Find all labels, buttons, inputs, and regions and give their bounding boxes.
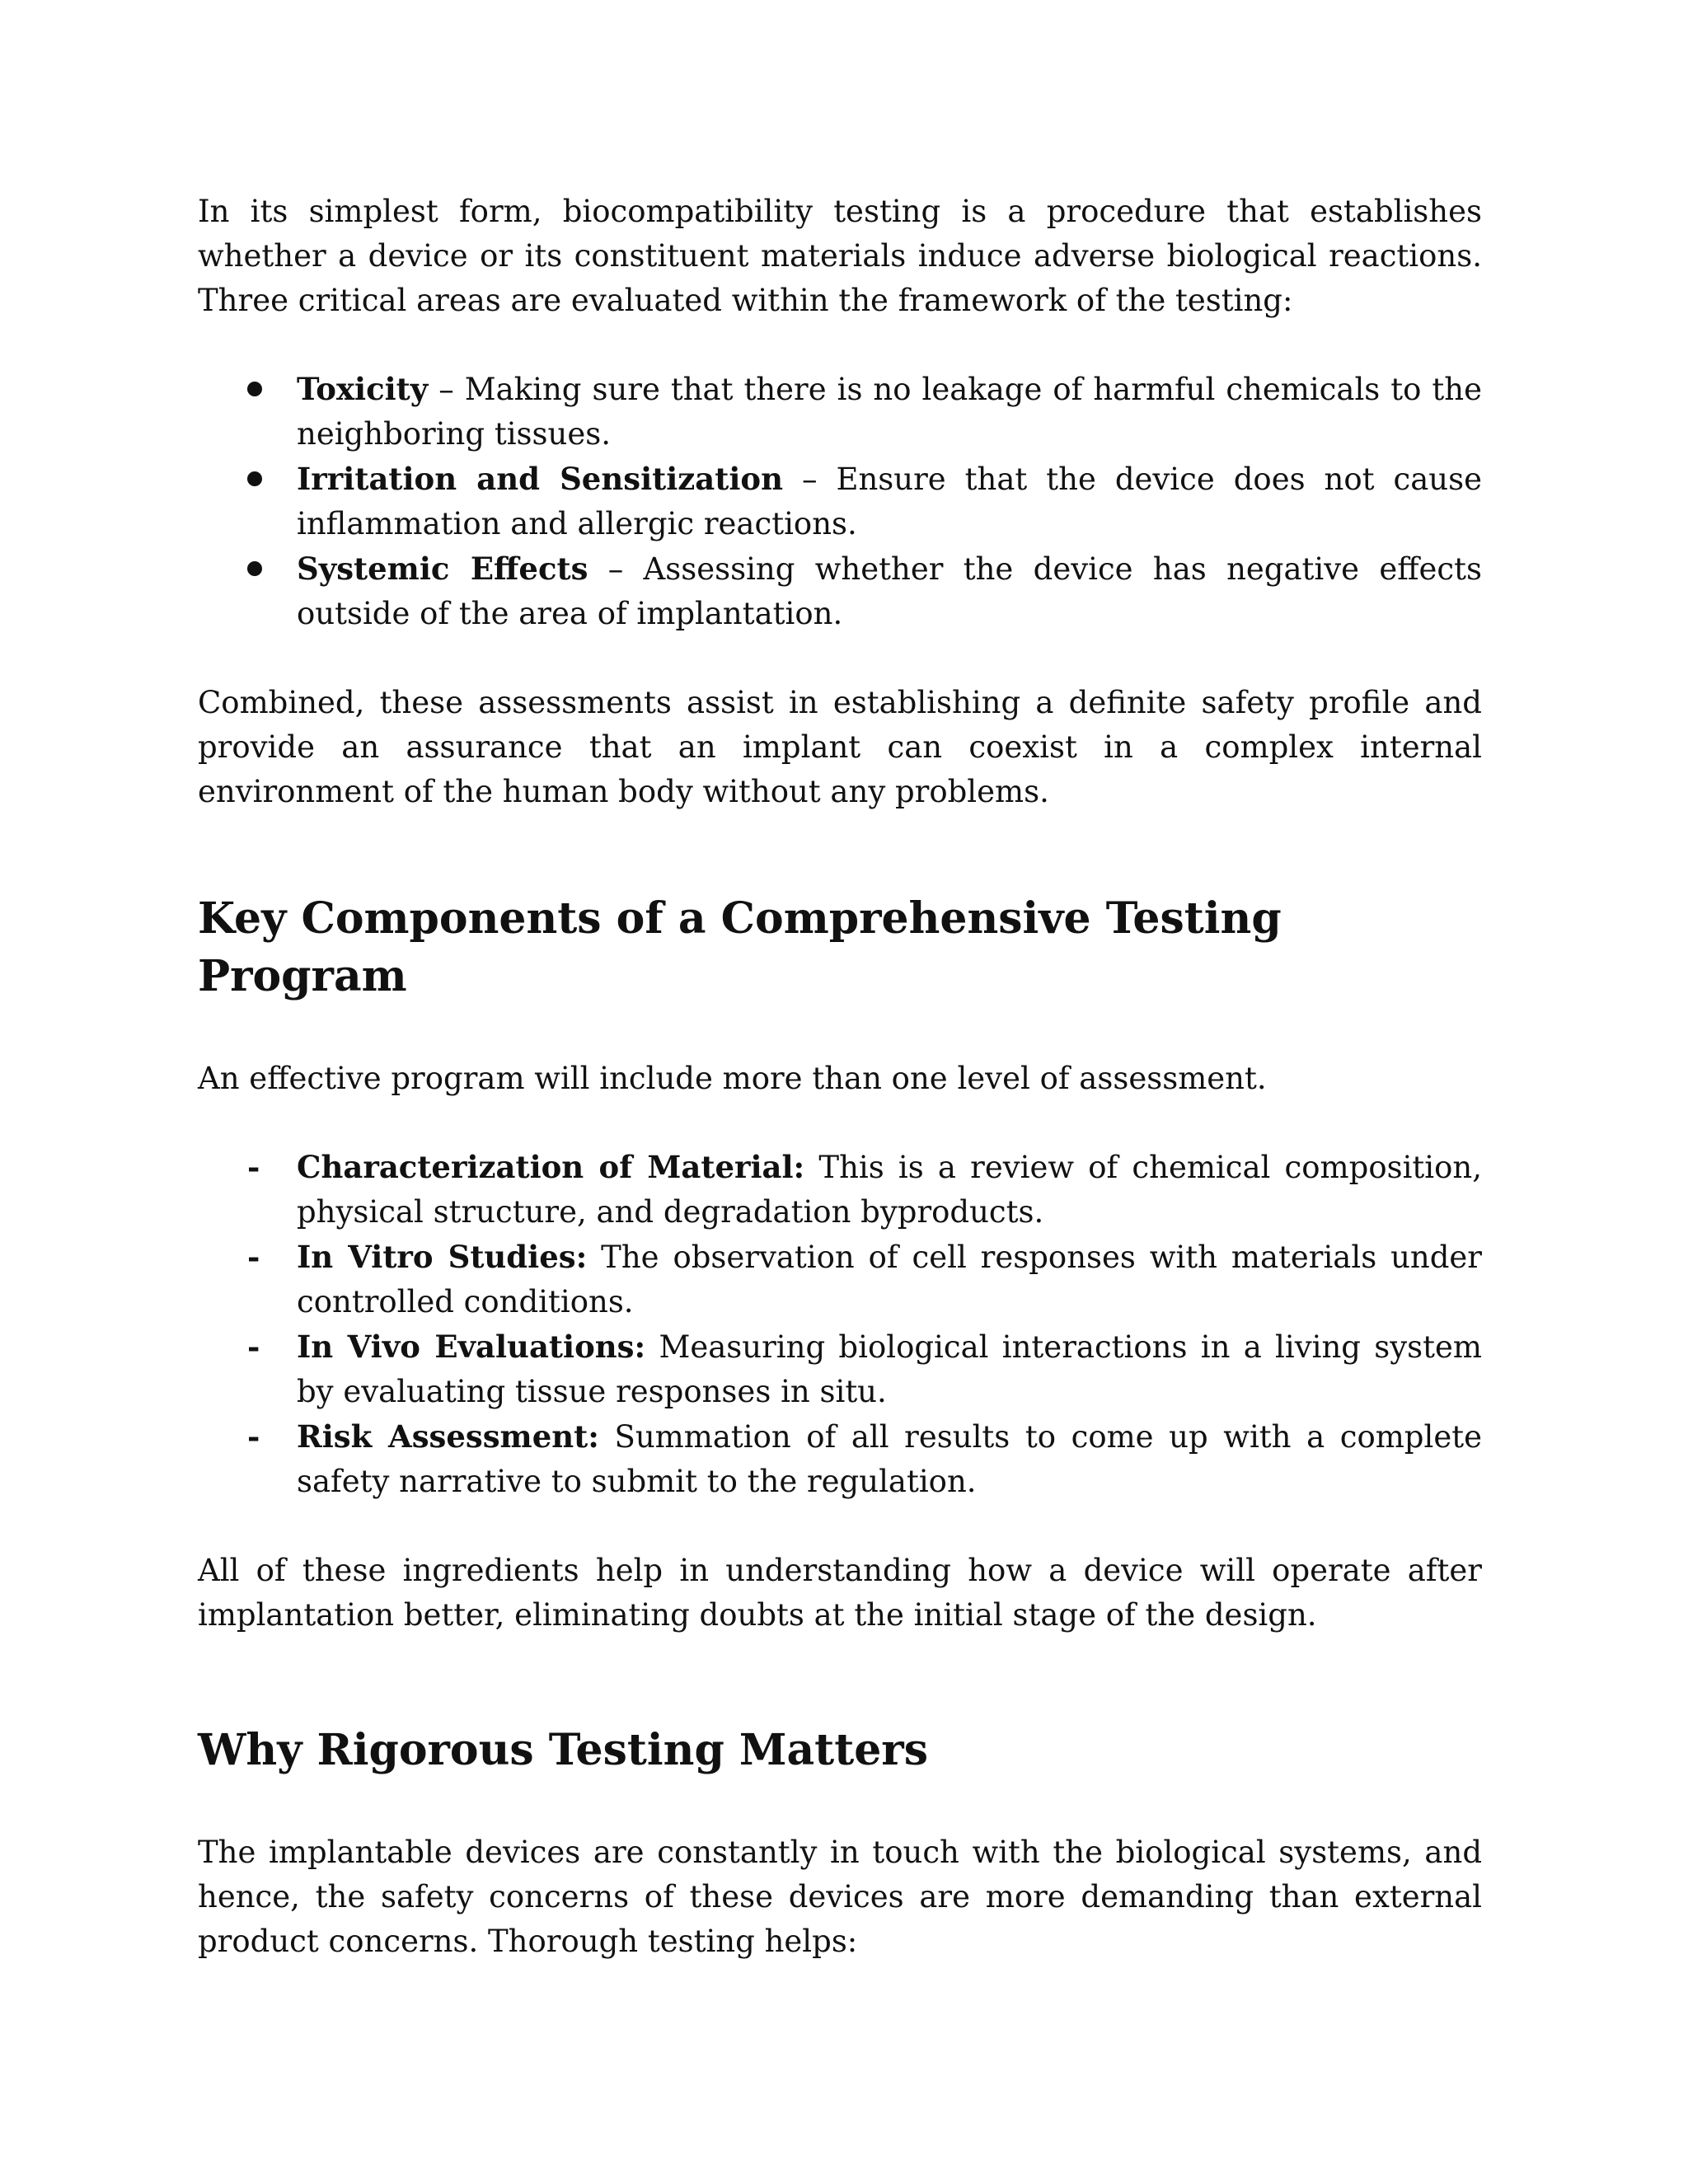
list-item-text: The observation of cell responses with materials under controlled conditions. [297, 1240, 1482, 1319]
section-heading-key-components: Key Components of a Comprehensive Testing Program [198, 893, 1282, 1001]
bullet-icon [247, 457, 272, 501]
list-item-term: In Vitro Studies: [297, 1239, 588, 1275]
list-item-text: Measuring biological interactions in a living system by evaluating tissue responses in situ. [297, 1329, 1482, 1409]
section1-lead: An effective program will include more than one level of assessment. [198, 1061, 1267, 1096]
list-item-separator: – [428, 372, 465, 407]
list-item-text: Ensure that the device does not cause inflammation and allergic reactions. [297, 462, 1482, 541]
components-list [198, 1145, 1482, 1504]
dash-marker: - [247, 1239, 260, 1275]
list-item-term: Systemic Effects [297, 551, 588, 587]
section1-closing: All of these ingredients help in understanding how a device will operate after implantation better, eliminating doubts at the initial stage of the design. [198, 1553, 1482, 1633]
list-item-separator: – [782, 462, 837, 497]
document-page [198, 190, 1482, 1964]
section-heading-why-testing: Why Rigorous Testing Matters [198, 1725, 928, 1775]
list-item-term: Toxicity [297, 371, 429, 407]
list-item-term: Irritation and Sensitization [297, 461, 783, 497]
dash-marker: - [247, 1329, 260, 1365]
section2-body: The implantable devices are constantly in touch with the biological systems, and hence, the safety concerns of these devices are more demanding than external product concerns. Thorough testing helps: [198, 1835, 1482, 1959]
combined-paragraph: Combined, these assessments assist in establishing a definite safety profile and provide an assurance that an implant can coexist in a complex internal environment of the human body without any problems. [198, 685, 1482, 809]
list-item-irritation [198, 457, 1482, 546]
critical-areas-list [198, 367, 1482, 636]
bullet-icon [247, 546, 272, 591]
list-item-in-vivo [198, 1324, 1482, 1414]
list-item-systemic [198, 546, 1482, 636]
list-item-text: This is a review of chemical composition, physical structure, and degradation byproducts. [297, 1150, 1482, 1230]
dash-marker: - [247, 1418, 260, 1455]
list-item-term: Characterization of Material: [297, 1149, 805, 1185]
list-item-in-vitro [198, 1235, 1482, 1324]
list-item-text: Assessing whether the device has negative effects outside of the area of implantation. [297, 551, 1483, 631]
list-item-characterization [198, 1145, 1482, 1235]
list-item-term: In Vivo Evaluations: [297, 1329, 646, 1365]
dash-marker: - [247, 1149, 260, 1185]
list-item-text: Summation of all results to come up with a complete safety narrative to submit to the regulation. [297, 1419, 1482, 1499]
list-item-risk-assessment [198, 1414, 1482, 1504]
list-item-toxicity [198, 367, 1482, 457]
bullet-icon [247, 367, 272, 411]
list-item-term: Risk Assessment: [297, 1418, 599, 1455]
intro-paragraph: In its simplest form, biocompatibility testing is a procedure that establishes whether a device or its constituent materials induce adverse biological reactions. Three critical areas are evaluated within the framework of the testing: [198, 194, 1482, 318]
list-item-text: Making sure that there is no leakage of harmful chemicals to the neighboring tissues. [297, 372, 1483, 452]
list-item-separator: – [588, 551, 644, 587]
